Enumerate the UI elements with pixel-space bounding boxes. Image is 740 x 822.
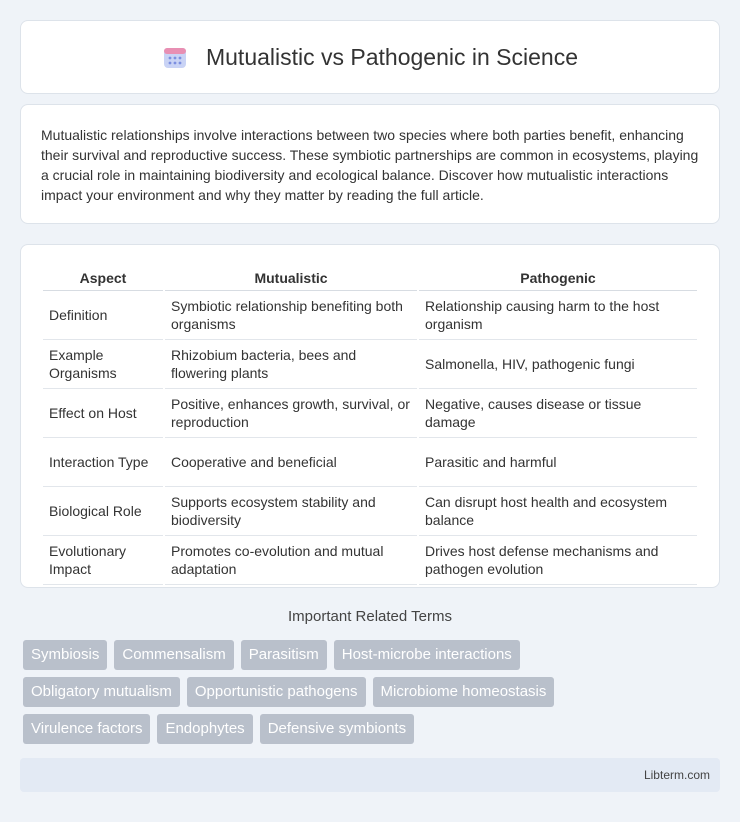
header-aspect: Aspect [43,265,163,291]
footer-brand[interactable]: Libterm.com [643,768,710,782]
footer [20,758,720,792]
mutualistic-cell: Rhizobium bacteria, bees and flowering plants [165,340,417,389]
aspect-cell: Example Organisms [43,340,163,389]
related-terms-list [23,640,723,751]
header-mutualistic: Mutualistic [165,265,417,291]
intro-card [20,104,720,224]
tag-defensive-symbionts[interactable]: Defensive symbionts [260,714,414,744]
comparison-table [41,265,699,585]
pathogenic-cell: Can disrupt host health and ecosystem balance [419,487,697,536]
tag-microbiome-homeostasis[interactable]: Microbiome homeostasis [373,677,555,707]
table-row [43,389,697,438]
pathogenic-cell: Negative, causes disease or tissue damage [419,389,697,438]
aspect-cell: Evolutionary Impact [43,536,163,585]
pathogenic-cell: Parasitic and harmful [419,438,697,487]
title-card [20,20,720,94]
aspect-cell: Effect on Host [43,389,163,438]
table-row [43,536,697,585]
mutualistic-cell: Cooperative and beneficial [165,438,417,487]
tag-host-microbe-interactions[interactable]: Host-microbe interactions [334,640,520,670]
tag-obligatory-mutualism[interactable]: Obligatory mutualism [23,677,180,707]
tag-endophytes[interactable]: Endophytes [157,714,252,744]
page-title: Mutualistic vs Pathogenic in Science [205,43,579,70]
tag-symbiosis[interactable]: Symbiosis [23,640,107,670]
header-pathogenic: Pathogenic [419,265,697,291]
pathogenic-cell: Salmonella, HIV, pathogenic fungi [419,340,697,389]
calendar-icon [162,44,188,70]
tag-virulence-factors[interactable]: Virulence factors [23,714,150,744]
table-row [43,487,697,536]
tag-commensalism[interactable]: Commensalism [114,640,233,670]
pathogenic-cell: Drives host defense mechanisms and pathogen evolution [419,536,697,585]
table-row [43,340,697,389]
aspect-cell: Biological Role [43,487,163,536]
comparison-card [20,244,720,588]
table-row [43,291,697,340]
tag-row [23,677,723,707]
tag-row [23,714,723,744]
aspect-cell: Interaction Type [43,438,163,487]
mutualistic-cell: Promotes co-evolution and mutual adaptation [165,536,417,585]
tag-opportunistic-pathogens[interactable]: Opportunistic pathogens [187,677,366,707]
tag-parasitism[interactable]: Parasitism [241,640,327,670]
mutualistic-cell: Positive, enhances growth, survival, or reproduction [165,389,417,438]
mutualistic-cell: Supports ecosystem stability and biodiversity [165,487,417,536]
aspect-cell: Definition [43,291,163,340]
mutualistic-cell: Symbiotic relationship benefiting both organisms [165,291,417,340]
related-terms-heading: Important Related Terms [288,608,452,625]
pathogenic-cell: Relationship causing harm to the host organism [419,291,697,340]
tag-row [23,640,723,670]
intro-text: Mutualistic relationships involve interactions between two species where both parties benefit, enhancing their survival and reproductive success. These symbiotic partnerships are common in ecosystems, playing a crucial role in maintaining biodiversity and ecological balance. Discover how mutualistic interactions impact your environment and why they matter by reading the full article. [41,127,699,203]
table-header-row [43,265,697,291]
table-row [43,438,697,487]
